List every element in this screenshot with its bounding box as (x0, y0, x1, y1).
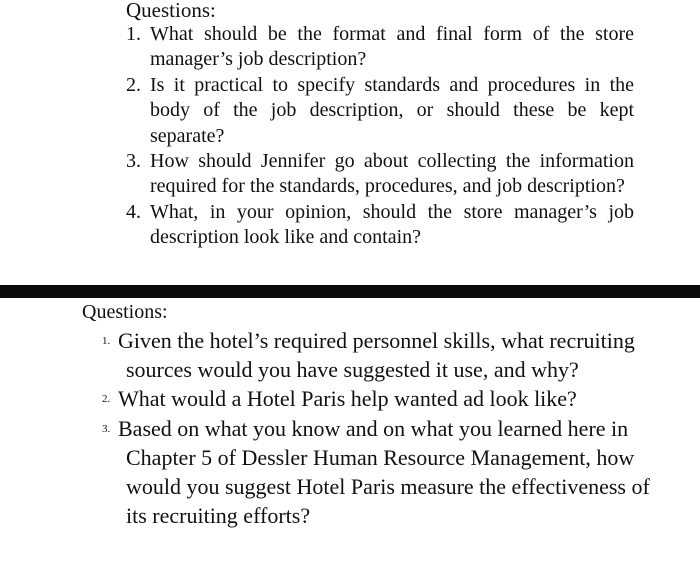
question-text: How should Jennifer go about collecting the information required for the standards, procedures, and job description? (150, 150, 634, 198)
question-number: 1. (126, 23, 141, 45)
top-question-item (126, 73, 634, 149)
bottom-questions-heading: Questions: (82, 301, 168, 323)
bottom-question-item (102, 384, 662, 413)
bottom-question-section (0, 298, 700, 578)
question-number: 3. (126, 150, 141, 173)
top-question-section (0, 0, 700, 286)
top-question-item (126, 149, 634, 200)
question-text: Based on what you know and on what you learned here in Chapter 5 of Dessler Human Resource Management, how would you suggest Hotel Paris measure the effectiveness of its recruiting efforts? (118, 415, 650, 529)
question-number: 3. (102, 422, 111, 435)
question-number: 1. (102, 335, 111, 347)
question-number: 4. (126, 200, 141, 223)
question-number: 2. (102, 393, 111, 406)
top-questions-heading: Questions: (126, 0, 216, 22)
bottom-question-list (102, 326, 662, 530)
question-text: Is it practical to specify standards and procedures in the body of the job description, or should these be kept separate? (150, 73, 634, 147)
top-question-list (126, 22, 634, 251)
bottom-question-item (102, 414, 662, 531)
top-question-item (126, 200, 634, 251)
section-divider (0, 285, 700, 298)
question-text: What should be the format and final form of the store manager’s job description? (150, 23, 634, 71)
question-text: What would a Hotel Paris help wanted ad look like? (118, 386, 577, 412)
bottom-question-item (102, 326, 662, 384)
question-text: What, in your opinion, should the store manager’s job description look like and contain? (150, 200, 634, 249)
top-question-item (126, 22, 634, 73)
question-text: Given the hotel’s required personnel skills, what recruiting sources would you have suggested it use, and why? (118, 328, 635, 383)
question-number: 2. (126, 73, 141, 96)
